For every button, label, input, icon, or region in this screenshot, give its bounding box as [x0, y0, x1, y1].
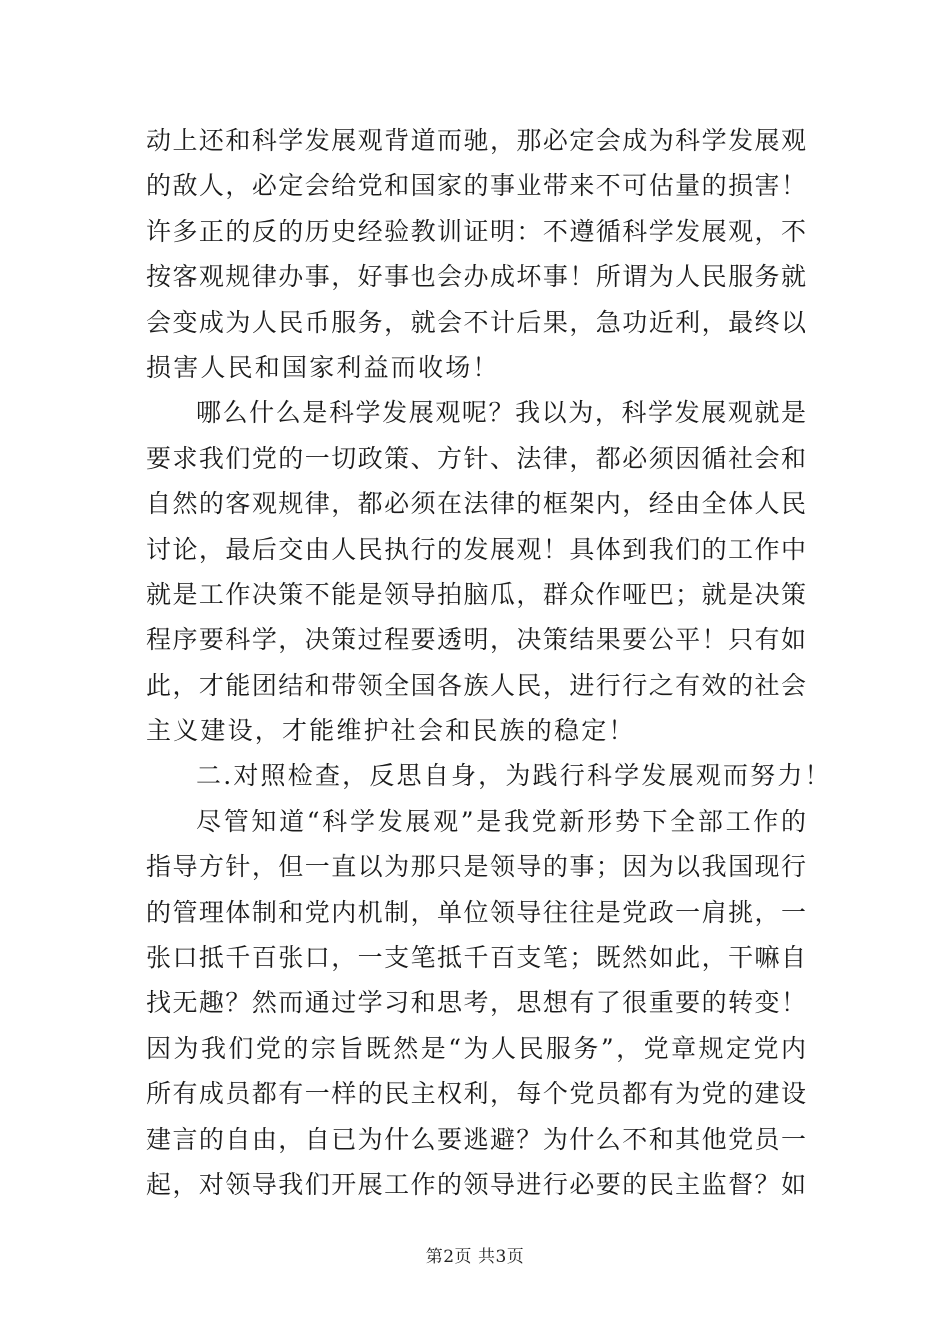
text-line: 会变成为人民币服务，就会不计后果，急功近利，最终以: [146, 307, 806, 337]
text-line: 的敌人，必定会给党和国家的事业带来不可估量的损害！: [146, 171, 806, 201]
text-line: 因为我们党的宗旨既然是“为人民服务”，党章规定党内: [146, 1033, 806, 1063]
text-line: 的管理体制和党内机制，单位领导往往是党政一肩挑，一: [146, 897, 806, 927]
document-body: [146, 118, 832, 1207]
text-line: 找无趣？然而通过学习和思考，思想有了很重要的转变！: [146, 988, 806, 1018]
text-line: 起，对领导我们开展工作的领导进行必要的民主监督？如: [146, 1169, 806, 1199]
text-line: 建言的自由，自已为什么要逃避？为什么不和其他党员一: [146, 1124, 806, 1154]
text-line: 此，才能团结和带领全国各族人民，进行行之有效的社会: [146, 670, 806, 700]
page-number: 第2页 共3页: [425, 1247, 525, 1267]
text-line: 张口抵千百张口，一支笔抵千百支笔；既然如此，干嘛自: [146, 943, 806, 973]
text-line: 就是工作决策不能是领导拍脑瓜，群众作哑巴；就是决策: [146, 579, 806, 609]
text-line: 程序要科学，决策过程要透明，决策结果要公平！只有如: [146, 625, 806, 655]
text-line: 自然的客观规律，都必须在法律的框架内，经由全体人民: [146, 489, 806, 519]
text-line: 损害人民和国家利益而收场！: [146, 352, 500, 382]
text-line: 指导方针，但一直以为那只是领导的事；因为以我国现行: [146, 852, 806, 882]
text-line: 按客观规律办事，好事也会办成坏事！所谓为人民服务就: [146, 262, 806, 292]
text-line: 所有成员都有一样的民主权利，每个党员都有为党的建设: [146, 1079, 806, 1109]
text-line: 尽管知道“科学发展观”是我党新形势下全部工作的: [196, 806, 806, 836]
text-line: 动上还和科学发展观背道而驰，那必定会成为科学发展观: [146, 126, 806, 155]
text-line: 要求我们党的一切政策、方针、法律，都必须因循社会和: [146, 443, 806, 473]
text-line: 许多正的反的历史经验教训证明：不遵循科学发展观，不: [146, 216, 806, 246]
text-line: 哪么什么是科学发展观呢？我以为，科学发展观就是: [196, 398, 806, 428]
text-line: 主义建设，才能维护社会和民族的稳定！: [146, 716, 636, 746]
text-line: 讨论，最后交由人民执行的发展观！具体到我们的工作中: [146, 534, 806, 564]
section-heading: 二.对照检查，反思自身，为践行科学发展观而努力！: [196, 761, 832, 791]
